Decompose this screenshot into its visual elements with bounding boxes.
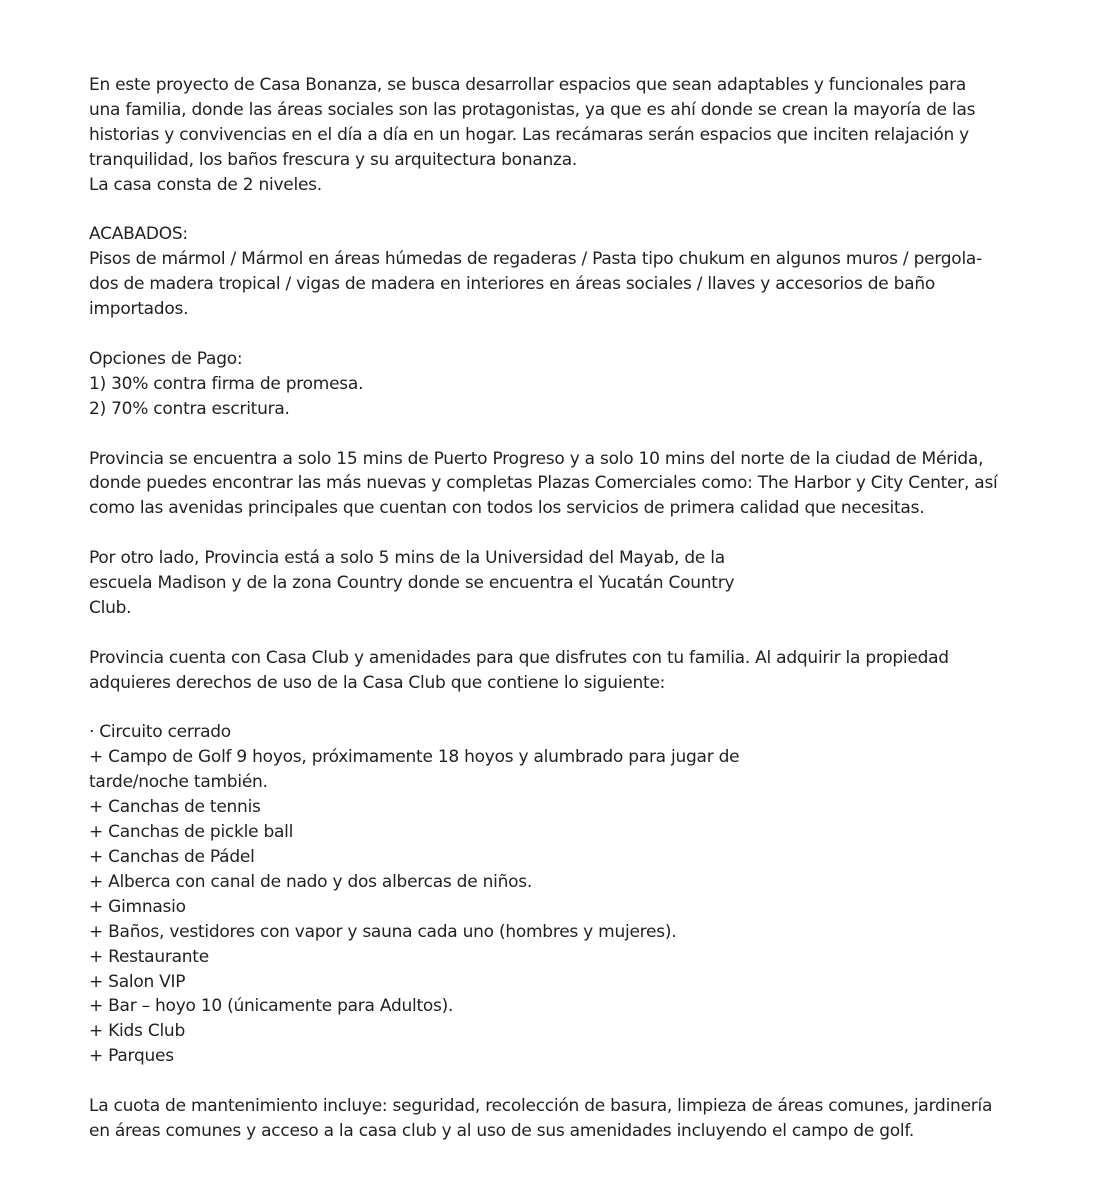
document-body <box>89 73 1029 1144</box>
text-line: Provincia se encuentra a solo 15 mins de Puerto Progreso y a solo 10 mins del norte de la ciudad de Mérida, <box>89 448 984 469</box>
maintenance-paragraph <box>89 1094 1029 1144</box>
text-line: + Salon VIP <box>89 971 186 992</box>
text-line: donde puedes encontrar las más nuevas y completas Plazas Comerciales como: The Harbor y City Center, así <box>89 473 998 494</box>
text-line: como las avenidas principales que cuentan con todos los servicios de primera calidad que necesitas. <box>89 498 925 519</box>
text-line: 2) 70% contra escritura. <box>89 398 290 419</box>
text-line: escuela Madison y de la zona Country donde se encuentra el Yucatán Country <box>89 573 735 594</box>
location-paragraph <box>89 447 1029 522</box>
text-line: tarde/noche también. <box>89 772 268 793</box>
amenities-list <box>89 720 1029 1069</box>
text-line: · Circuito cerrado <box>89 722 231 743</box>
text-line: La cuota de mantenimiento incluye: seguridad, recolección de basura, limpieza de áreas comunes, jardinería <box>89 1096 993 1117</box>
text-line: en áreas comunes y acceso a la casa club y al uso de sus amenidades incluyendo el campo de golf. <box>89 1120 915 1141</box>
text-line: Por otro lado, Provincia está a solo 5 mins de la Universidad del Mayab, de la <box>89 548 725 569</box>
text-line: + Kids Club <box>89 1021 185 1042</box>
text-line: una familia, donde las áreas sociales son las protagonistas, ya que es ahí donde se crean la mayoría de las <box>89 99 976 120</box>
finishes-section <box>89 222 1029 322</box>
text-line: Provincia cuenta con Casa Club y amenidades para que disfrutes con tu familia. Al adquirir la propiedad <box>89 647 949 668</box>
payment-options-section <box>89 347 1029 422</box>
text-line: importados. <box>89 299 189 320</box>
text-line: + Bar – hoyo 10 (únicamente para Adultos). <box>89 996 454 1017</box>
text-line: + Gimnasio <box>89 896 186 917</box>
text-line: adquieres derechos de uso de la Casa Club que contiene lo siguiente: <box>89 672 666 693</box>
text-line: + Baños, vestidores con vapor y sauna cada uno (hombres y mujeres). <box>89 921 677 942</box>
text-line: Opciones de Pago: <box>89 348 243 369</box>
text-line: historias y convivencias en el día a día en un hogar. Las recámaras serán espacios que inciten relajación y <box>89 124 969 145</box>
club-paragraph <box>89 646 1029 696</box>
text-line: + Restaurante <box>89 946 209 967</box>
text-line: + Canchas de Pádel <box>89 847 255 867</box>
text-line: ACABADOS: <box>89 224 188 245</box>
text-line: tranquilidad, los baños frescura y su arquitectura bonanza. <box>89 149 578 170</box>
text-line: 1) 30% contra firma de promesa. <box>89 373 364 394</box>
text-line: + Canchas de tennis <box>89 797 261 818</box>
text-line: La casa consta de 2 niveles. <box>89 174 322 195</box>
text-line: En este proyecto de Casa Bonanza, se busca desarrollar espacios que sean adaptables y funcionales para <box>89 75 967 95</box>
text-line: dos de madera tropical / vigas de madera en interiores en áreas sociales / llaves y accesorios de baño <box>89 274 935 295</box>
schools-paragraph <box>89 546 1029 621</box>
text-line: + Alberca con canal de nado y dos albercas de niños. <box>89 871 533 892</box>
text-line: Pisos de mármol / Mármol en áreas húmedas de regaderas / Pasta tipo chukum en algunos muros / pergola- <box>89 249 982 270</box>
text-line: + Campo de Golf 9 hoyos, próximamente 18 hoyos y alumbrado para jugar de <box>89 747 740 768</box>
intro-paragraph <box>89 73 1029 198</box>
text-line: + Canchas de pickle ball <box>89 822 294 843</box>
text-line: + Parques <box>89 1046 174 1067</box>
text-line: Club. <box>89 597 132 618</box>
